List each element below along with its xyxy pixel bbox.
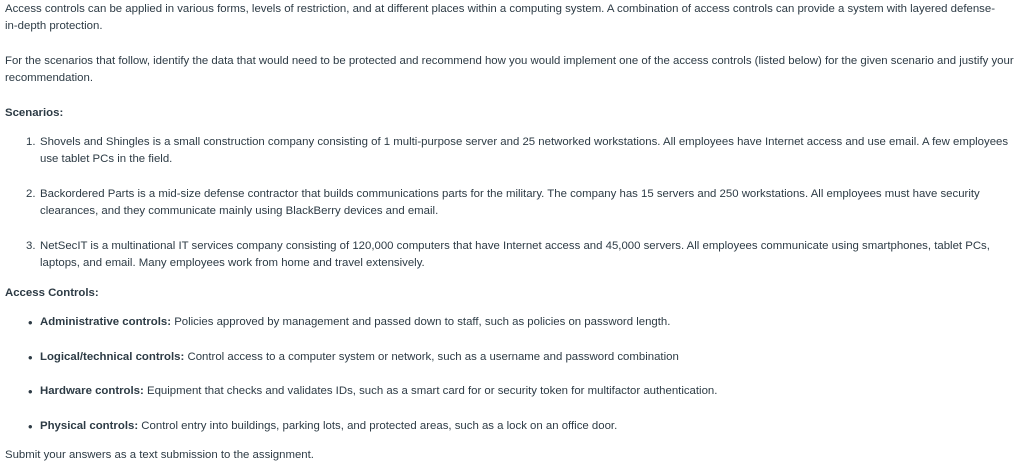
control-item-hardware — [26, 383, 717, 400]
bullet-icon: • — [28, 419, 33, 434]
scenario-number: 3. — [26, 240, 36, 252]
control-description: Policies approved by management and passed down to staff, such as policies on password length. — [174, 316, 671, 328]
scenario-text: Backordered Parts is a mid-size defense contractor that builds communications parts for the military. The company has 15 servers and 250 workstations. All employees must have security clearances, and they communicate mainly using BlackBerry devices and email. — [40, 188, 980, 217]
scenario-text: Shovels and Shingles is a small construction company consisting of 1 multi-purpose server and 25 networked workstations. All employees have Internet access and use email. A few employees use tablet PCs in the field. — [40, 136, 1009, 165]
control-term: Administrative controls: — [40, 316, 172, 328]
control-description: Control entry into buildings, parking lots, and protected areas, such as a lock on an office door. — [141, 420, 618, 432]
scenario-text: NetSecIT is a multinational IT services company consisting of 120,000 computers that have Internet access and 45,000 servers. All employees communicate using smartphones, tablet PCs, laptops, and email. Many employees work from home and travel extensively. — [40, 240, 990, 269]
bullet-icon: • — [28, 350, 33, 365]
control-description: Control access to a computer system or network, such as a username and password combination — [187, 351, 679, 363]
scenario-number: 1. — [26, 136, 36, 148]
scenario-item — [26, 186, 1024, 220]
control-item-physical — [26, 418, 617, 435]
control-item-administrative — [26, 314, 670, 331]
submission-note: Submit your answers as a text submission to the assignment. — [5, 449, 314, 461]
scenarios-heading: Scenarios: — [5, 107, 64, 119]
control-term: Hardware controls: — [40, 385, 144, 397]
scenario-number: 2. — [26, 188, 36, 200]
task-paragraph: For the scenarios that follow, identify the data that would need to be protected and recommend how you would implement one of the access controls (listed below) for the given scenario and justify your recommendation. — [5, 55, 1014, 84]
control-term: Physical controls: — [40, 420, 139, 432]
scenario-item — [26, 134, 1024, 168]
control-item-logical-technical — [26, 349, 679, 366]
scenario-item — [26, 238, 1024, 272]
control-term: Logical/technical controls: — [40, 351, 185, 363]
intro-paragraph: Access controls can be applied in various forms, levels of restriction, and at different places within a computing system. A combination of access controls can provide a system with layered defense-in-depth protection. — [5, 3, 995, 32]
control-description: Equipment that checks and validates IDs, such as a smart card for or security token for multifactor authentication. — [146, 385, 718, 397]
access-controls-heading: Access Controls: — [5, 287, 99, 299]
bullet-icon: • — [28, 315, 33, 330]
bullet-icon: • — [28, 384, 33, 399]
